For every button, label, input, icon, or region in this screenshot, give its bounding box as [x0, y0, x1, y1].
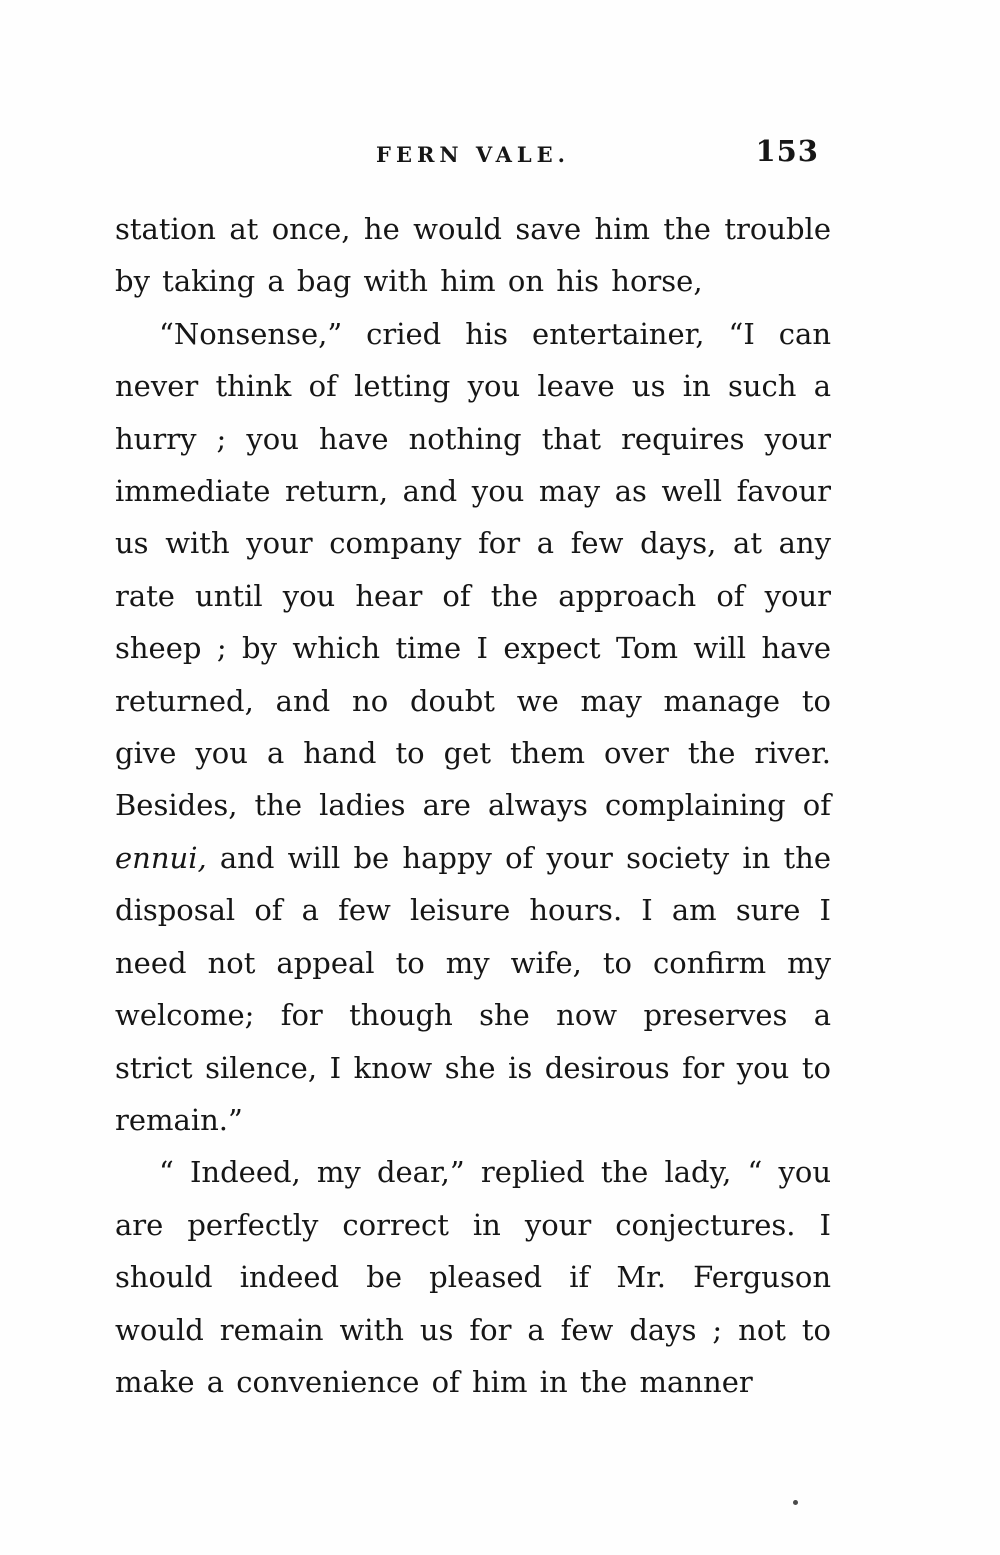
page-header	[115, 134, 831, 174]
text-block	[115, 203, 831, 1408]
body-text: station at once, he would save him the trouble by taking a bag with him on his horse,	[115, 212, 831, 299]
running-head: FERN VALE.	[376, 142, 570, 167]
paragraph	[115, 1146, 831, 1408]
body-text: “Nonsense,” cried his entertainer, “I can never think of letting you leave us in such a hurry ; you have nothing that requires your immediate return, and you may as well favour us with your company for a few days, at any rate until you hear of the approach of your sheep ; by which time I expect Tom will have returned, and no doubt we may manage to give you a hand to get them over the river. Besides, the ladies are always complaining of	[115, 316, 831, 823]
paragraph	[115, 308, 831, 1147]
page-number: 153	[755, 134, 819, 168]
scan-speck	[793, 1500, 798, 1505]
paragraph	[115, 203, 831, 308]
body-text: and will be happy of your society in the disposal of a few leisure hours. I am sure I need not appeal to my wife, to confirm my welcome; for though she now preserves a strict silence, I know she is desirous for you to remain.”	[115, 840, 831, 1137]
italic-text: ennui,	[115, 840, 207, 875]
body-text: “ Indeed, my dear,” replied the lady, “ you are perfectly correct in your conjectures. I should indeed be pleased if Mr. Ferguson would remain with us for a few days ; not to make a convenience of him in the manner	[115, 1155, 831, 1399]
